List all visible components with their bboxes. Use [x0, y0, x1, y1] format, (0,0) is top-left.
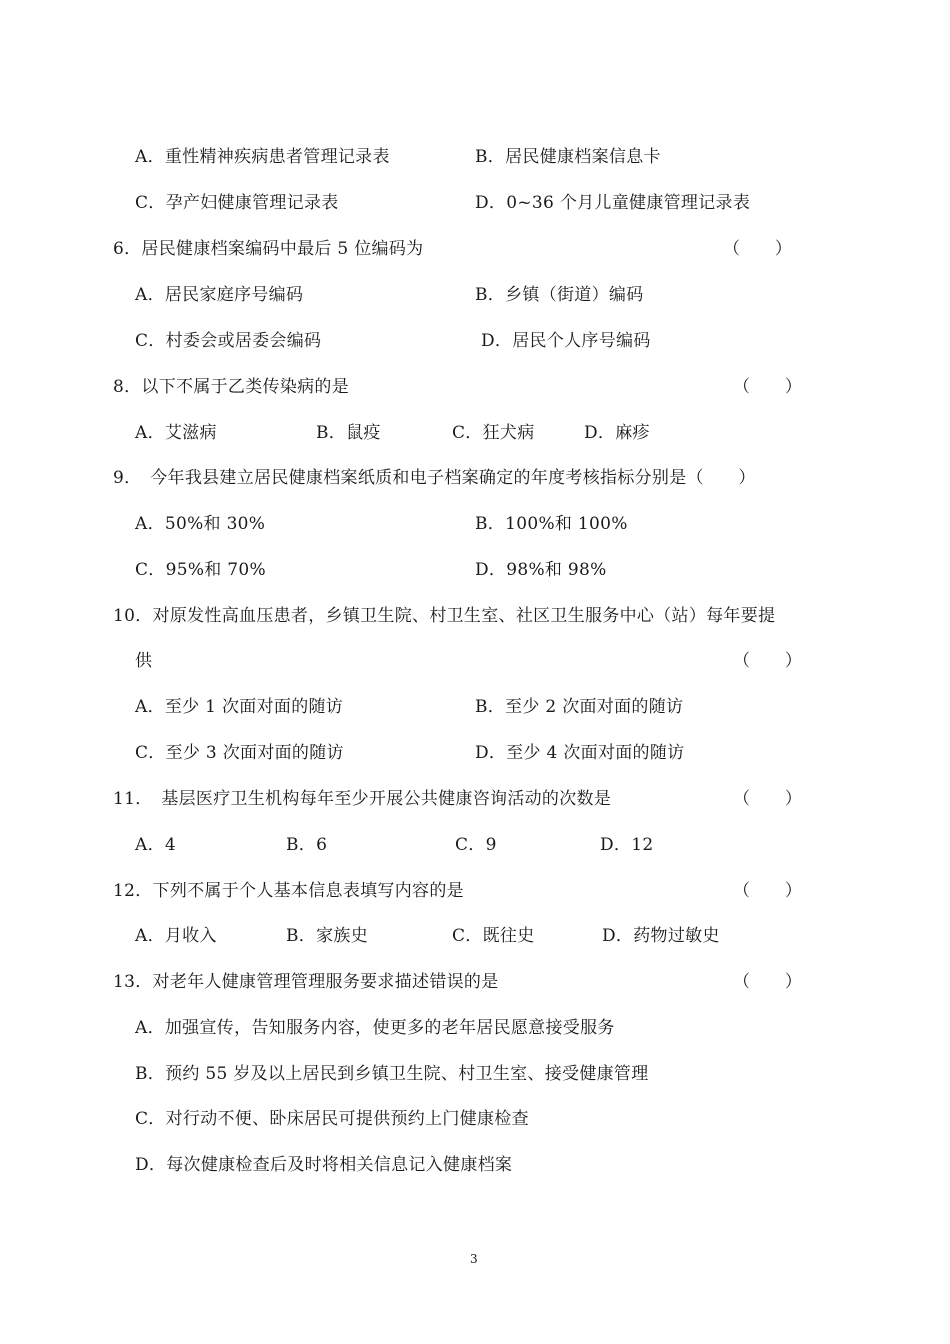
q11-answer-paren: （ ）: [733, 789, 803, 809]
q6-answer-paren: （ ）: [723, 239, 793, 259]
q9-option-a: A．50%和 30%: [135, 514, 266, 534]
q12-option-a: A．月收入: [135, 926, 217, 946]
q10-option-a: A．至少 1 次面对面的随访: [135, 697, 344, 717]
q9-option-c: C．95%和 70%: [135, 560, 266, 580]
q9-option-d: D．98%和 98%: [475, 560, 607, 580]
q5-option-b: B．居民健康档案信息卡: [475, 147, 661, 167]
q13-option-c: C．对行动不便、卧床居民可提供预约上门健康检查: [135, 1109, 529, 1129]
q11-option-a: A．4: [135, 835, 176, 855]
q12-answer-paren: （ ）: [733, 881, 803, 901]
q10-option-d: D．至少 4 次面对面的随访: [475, 743, 685, 763]
q13-stem: 13．对老年人健康管理管理服务要求描述错误的是: [113, 972, 499, 992]
q13-option-d: D．每次健康检查后及时将相关信息记入健康档案: [135, 1155, 513, 1175]
q6-option-b: B．乡镇（街道）编码: [475, 285, 644, 305]
q11-option-c: C．9: [455, 835, 497, 855]
q8-option-c: C．狂犬病: [452, 423, 535, 443]
q6-stem: 6．居民健康档案编码中最后 5 位编码为: [113, 239, 424, 259]
q5-option-a: A．重性精神疾病患者管理记录表: [135, 147, 390, 167]
q10-option-c: C．至少 3 次面对面的随访: [135, 743, 344, 763]
q9-option-b: B．100%和 100%: [475, 514, 628, 534]
q12-option-c: C．既往史: [452, 926, 535, 946]
q10-answer-paren: （ ）: [733, 651, 803, 671]
page-number: 3: [470, 1252, 478, 1266]
q12-option-d: D．药物过敏史: [602, 926, 720, 946]
q8-stem: 8．以下不属于乙类传染病的是: [113, 377, 350, 397]
q11-option-b: B．6: [286, 835, 328, 855]
q11-stem: 11． 基层医疗卫生机构每年至少开展公共健康咨询活动的次数是: [113, 789, 612, 809]
q9-stem: 9． 今年我县建立居民健康档案纸质和电子档案确定的年度考核指标分别是（ ）: [113, 468, 756, 488]
q13-option-a: A．加强宣传，告知服务内容，使更多的老年居民愿意接受服务: [135, 1018, 615, 1038]
q11-option-d: D．12: [600, 835, 654, 855]
q8-answer-paren: （ ）: [733, 377, 803, 397]
q6-option-a: A．居民家庭序号编码: [135, 285, 304, 305]
q5-option-d: D．0~36 个月儿童健康管理记录表: [475, 193, 751, 213]
q8-option-d: D．麻疹: [584, 423, 650, 443]
q13-option-b: B．预约 55 岁及以上居民到乡镇卫生院、村卫生室、接受健康管理: [135, 1064, 649, 1084]
q6-option-c: C．村委会或居委会编码: [135, 331, 322, 351]
q8-option-b: B．鼠疫: [316, 423, 381, 443]
q6-option-d: D．居民个人序号编码: [481, 331, 651, 351]
q8-option-a: A．艾滋病: [135, 423, 217, 443]
q12-option-b: B．家族史: [286, 926, 368, 946]
q10-option-b: B．至少 2 次面对面的随访: [475, 697, 684, 717]
q10-stem: 10．对原发性高血压患者，乡镇卫生院、村卫生室、社区卫生服务中心（站）每年要提: [113, 606, 776, 626]
q13-answer-paren: （ ）: [733, 972, 803, 992]
q10-stem-continued: 供: [135, 651, 153, 671]
q12-stem: 12．下列不属于个人基本信息表填写内容的是: [113, 881, 464, 901]
q5-option-c: C．孕产妇健康管理记录表: [135, 193, 339, 213]
